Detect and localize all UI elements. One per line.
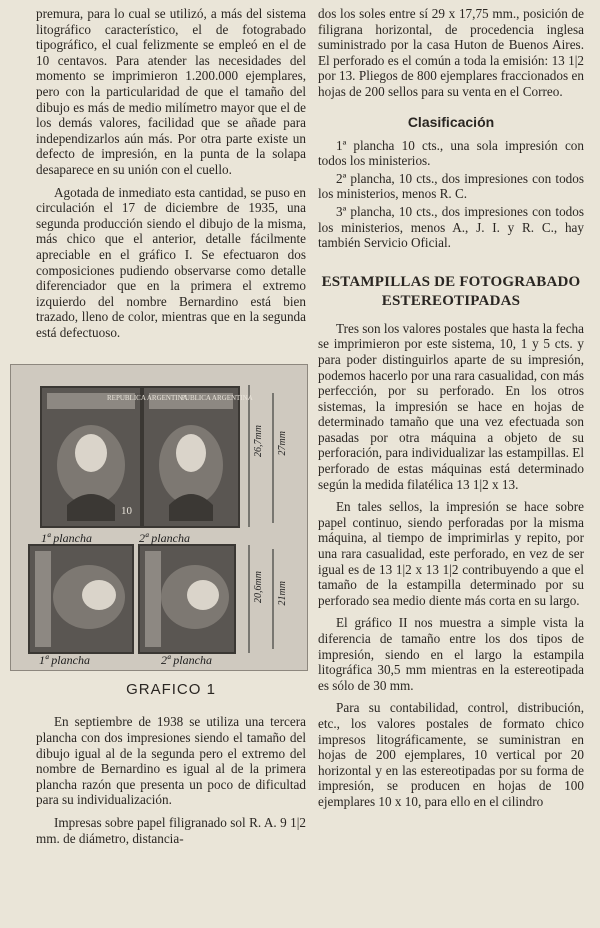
- dimension-label: 27mm: [277, 431, 288, 456]
- section-heading: Clasificación: [407, 113, 495, 130]
- stamp-illustration: [11, 365, 307, 670]
- paragraph: En septiembre de 1938 se utiliza una tercera plancha con dos impresiones siendo el tamaño del dibujo igual al de la segunda pero el extremo del nombre de Bernardino es igual al de la primera plancha razón que presenta un poco de dificultad para su individualización.: [36, 714, 306, 808]
- classification-item: 1ª plancha 10 cts., una sola impresión con todos los ministerios.: [318, 137, 584, 169]
- paragraph: En tales sellos, la impresión se hace sobre papel continuo, siendo perforadas por la misma máquina, al tiempo de imprimirlas y repito, por una rara casualidad, este perforado, en vez de ser igual es de 13 1|2 x 13 1|2 contribuyendo a que el tamaño de la estampilla determinado por su perforado sea medio diente más corta en su largo.: [318, 499, 584, 608]
- classification-item: 2ª plancha, 10 cts., dos impresiones con todos los ministerios, menos R. C.: [318, 170, 584, 202]
- stamp-inscription: PUBLICA ARGENTINA: [181, 394, 253, 403]
- dimension-label: 20,6mm: [253, 571, 264, 604]
- paragraph: Para su contabilidad, control, distribución, etc., los valores postales de formato chico impresos litográficamente, se suministran en hojas de 200 ejemplares, 10 vertical por 20 horizontal y en las estereotipadas por su forma de impresión, se producen en hojas de 100 ejemplares 10 x 10, para ello en el cilindro: [318, 700, 584, 809]
- figure-label: 2ª plancha: [139, 531, 190, 546]
- stamp-value: 10: [121, 505, 132, 518]
- paragraph: Tres son los valores postales que hasta la fecha se imprimieron por este sistema, 10, 1 y 5 cts. y para poder distinguirlos aparte de su impresión, podemos hacerlo por una rara casualidad, con más perfección, por su perforado. En los otros sistemas, la impresión se hace en hojas de determinado tamaño que una vez efectuada son pasadas por otra máquina a objeto de su perforación, para individualizar las estampillas. El perforado de estas máquinas está determinado según la medida filatélica 13 1|2 x 13.: [318, 320, 584, 492]
- paragraph: premura, para lo cual se utilizó, a más del sistema litográfico característico, el de fotograbado tipográfico, el cual felizmente se empleó en el de 10 centavos. Para atender las necesidades del momento se imprimieron 1.200.000 ejemplares, pero con la particularidad de que el tamaño del dibujo es más de medio milímetro mayor que el de los demás valores, facilidad que se añade para independizarlos aún más. Por otra parte existe un defecto de impresión, en la punta de la solapa desaparece en su unión con el cuello.: [36, 6, 306, 177]
- left-column: [36, 6, 306, 846]
- paragraph: Agotada de inmediato esta cantidad, se puso en circulación el 17 de diciembre de 1935, una segunda producción siendo el dibujo de la misma, más chico que el anterior, detalle fácilmente apreciable en el gráfico I. Se efectuaron dos composiciones pudiendo observarse como detalle diferenciador que en la primera el extremo izquierdo del nombre Bernardino está bien trazado, lleno de color, mientras que en la segunda está defectuoso.: [36, 184, 306, 340]
- paragraph: Impresas sobre papel filigranado sol R. A. 9 1|2 mm. de diámetro, distancia-: [36, 815, 306, 846]
- dimension-label: 26,7mm: [253, 425, 264, 458]
- classification-item: 3ª plancha, 10 cts., dos impresiones con todos los ministerios, menos A., J. I. y R. C., hay también Servicio Oficial.: [318, 203, 584, 251]
- figure-label: 2ª plancha: [161, 653, 212, 668]
- paragraph: dos los soles entre sí 29 x 17,75 mm., posición de filigrana horizontal, de procedencia inglesa suministrado por la casa Huton de Buenos Aires. El perforado es el común a toda la emisión: 13 1|2 por 13. Pliegos de 800 ejemplares fraccionados en hojas de 200 sellos para su venta en el Correo.: [318, 6, 584, 99]
- figure-label: 1ª plancha: [41, 531, 92, 546]
- section-heading: ESTAMPILLAS DE FOTOGRABADO ESTEREOTIPADAS: [321, 273, 581, 309]
- figure-label: 1ª plancha: [39, 653, 90, 668]
- stamp-inscription: REPUBLICA ARGENTINA: [107, 394, 188, 403]
- paragraph: El gráfico II nos muestra a simple vista la diferencia de tamaño entre los dos tipos de impresión, siendo en el largo la estampila litográfica 30,5 mm mientras en la estereotipada es sólo de 30 mm.: [318, 615, 584, 693]
- dimension-label: 21mm: [277, 581, 288, 606]
- stamp-figure: [10, 364, 308, 671]
- figure-caption: GRAFICO 1: [126, 681, 216, 699]
- right-column: [318, 6, 584, 810]
